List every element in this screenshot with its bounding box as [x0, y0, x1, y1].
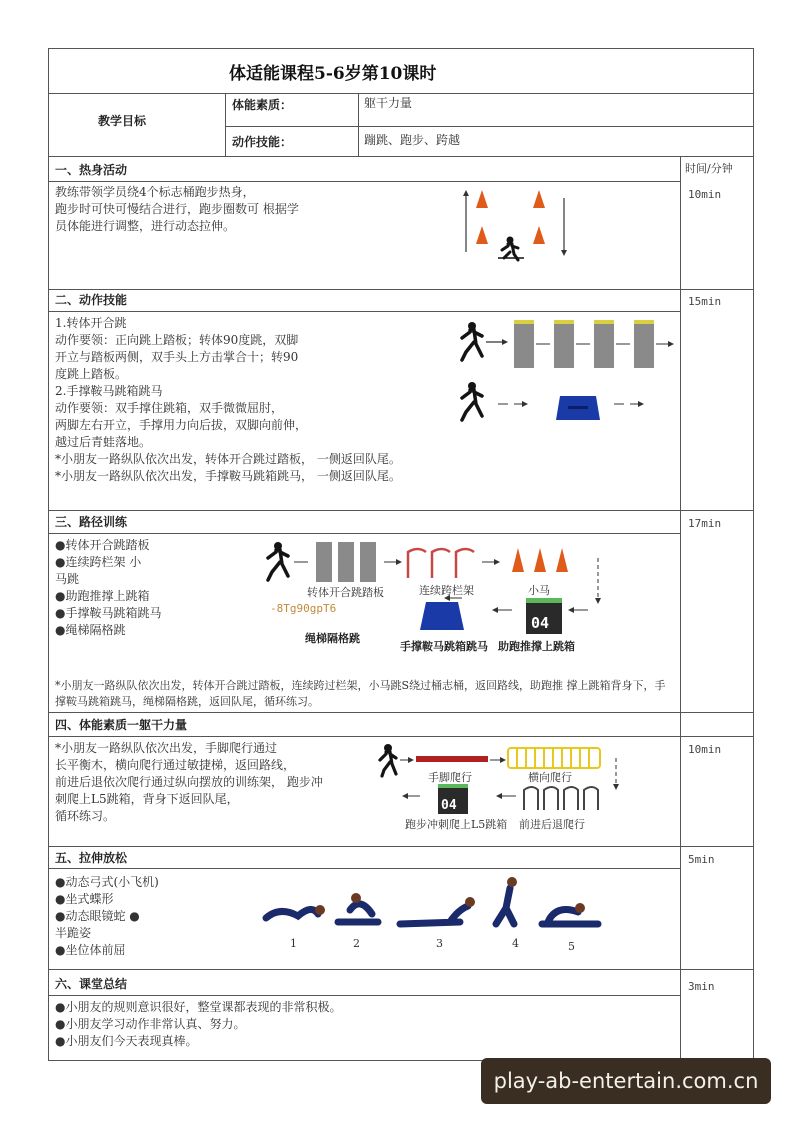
core-line: *小朋友一路纵队依次出发，手脚爬行通过 [55, 741, 278, 755]
warmup-line: 员体能进行调整，进行动态拉伸。 [55, 219, 236, 233]
warmup-line: 跑步时可快可慢结合进行，跑步圈数可 根据学 [55, 202, 299, 216]
stretch-bullet: ●动态眼镜蛇 ● [55, 909, 140, 923]
path-label-ladder: 绳梯隔格跳 [305, 632, 360, 645]
core-line: 前进后退依次爬行通过纵向摆放的训练架， 跑步冲 [55, 775, 323, 789]
core-label-back: 前进后退爬行 [519, 818, 585, 831]
path-code: -8Tg90gpT6 [270, 602, 337, 615]
core-line: 循环练习。 [55, 809, 116, 823]
core-box-number: 04 [441, 798, 457, 813]
path-bullet: ●绳梯隔格跳 [55, 623, 126, 637]
core-label-sprint: 跑步冲刺爬上L5跳箱 [405, 818, 508, 831]
pose-number: 2 [353, 937, 360, 950]
summary-bullet: ●小朋友的规则意识很好，整堂课都表现的非常积极。 [55, 1000, 342, 1014]
skill-line: 动作要领：双手撑住跳箱，双手微微屈肘， [55, 401, 284, 415]
section-stretch-heading: 五、拉伸放松 [55, 851, 128, 865]
section-path-heading: 三、路径训练 [55, 515, 128, 529]
pose-number: 4 [512, 937, 519, 950]
core-line: 长平衡木，横向爬行通过敏捷梯，返回路线， [55, 758, 296, 772]
stretch-bullet: ●坐式蝶形 [55, 892, 114, 906]
stretch-bullet: ●动态弓式(小飞机) [55, 875, 159, 889]
stretch-poses-illustration [260, 874, 605, 934]
path-bullet: ●助跑推撑上跳箱 [55, 589, 150, 603]
section-skill-time: 15min [688, 295, 722, 308]
path-box-number: 04 [531, 614, 550, 632]
path-label-push: 助跑推撑上跳箱 [498, 640, 575, 653]
path-note: 撑鞍马跳箱跳马，绳梯隔格跳，返回队尾，循环练习。 [55, 695, 319, 708]
warmup-line: 教练带领学员绕4个标志桶跑步热身， [55, 185, 255, 199]
skill-line: *小朋友一路纵队依次出发，转体开合跳过踏板， 一侧返回队尾。 [55, 452, 401, 466]
core-line: 刺爬上L5跳箱，背身下返回队尾， [55, 792, 239, 806]
warmup-cones-illustration [458, 182, 578, 272]
skill-line: 1.转体开合跳 [55, 316, 127, 330]
page-title: 体适能课程5-6岁第10课时 [229, 64, 437, 84]
watermark: play-ab-entertain.com.cn [481, 1058, 771, 1104]
path-label-board: 转体开合跳踏板 [307, 586, 384, 599]
section-skill-heading: 二、动作技能 [55, 293, 128, 307]
section-core-time: 10min [688, 743, 722, 756]
summary-bullet: ●小朋友们今天表现真棒。 [55, 1034, 198, 1048]
pose-number: 5 [568, 940, 575, 953]
skill-illustration [458, 316, 678, 436]
core-training-illustration [376, 740, 632, 820]
section-stretch-time: 5min [688, 853, 715, 866]
goal-key-fitness: 体能素质： [232, 98, 293, 112]
path-bullet: ●转体开合跳踏板 [55, 538, 150, 552]
core-label-crawl: 手脚爬行 [428, 771, 472, 784]
stretch-bullet: 半跪姿 [55, 926, 92, 940]
path-bullet: ●手撑鞍马跳箱跳马 [55, 606, 162, 620]
skill-line: 度跳上踏板。 [55, 367, 128, 381]
section-path-time: 17min [688, 517, 722, 530]
path-label-vault: 手撑鞍马跳箱跳马 [400, 640, 488, 653]
path-label-hurdle: 连续跨栏架 [419, 584, 474, 597]
section-summary-heading: 六、课堂总结 [55, 977, 128, 991]
path-label-pony: 小马 [528, 584, 550, 597]
skill-line: 动作要领：正向跳上踏板；转体90度跳，双脚 [55, 333, 299, 347]
section-core-heading: 四、体能素质一躯干力量 [55, 718, 188, 732]
path-bullet: 马跳 [55, 572, 80, 586]
section-warmup-heading: 一、热身活动 [55, 163, 128, 177]
pose-number: 3 [436, 937, 443, 950]
time-header: 时间/分钟 [685, 162, 733, 175]
core-label-side: 横向爬行 [528, 771, 572, 784]
path-note: *小朋友一路纵队依次出发，转体开合跳过踏板，连续跨过栏架，小马跳S绕过桶志桶，返回路线，助跑推 撑上跳箱背身下，手 [55, 679, 666, 692]
skill-line: 2.手撑鞍马跳箱跳马 [55, 384, 163, 398]
goals-label: 教学目标 [98, 114, 147, 128]
path-bullet: ●连续跨栏架 小 [55, 555, 142, 569]
goal-value-skill: 蹦跳、跑步、跨越 [364, 133, 461, 147]
pose-number: 1 [290, 937, 297, 950]
skill-line: 两脚左右开立，手撑用力向后拔，双脚向前伸， [55, 418, 308, 432]
skill-line: 越过后青蛙落地。 [55, 435, 152, 449]
stretch-bullet: ●坐位体前屈 [55, 943, 126, 957]
summary-bullet: ●小朋友学习动作非常认真、努力。 [55, 1017, 246, 1031]
goal-key-skill: 动作技能： [232, 135, 293, 149]
section-summary-time: 3min [688, 980, 715, 993]
goal-value-fitness: 躯干力量 [364, 96, 413, 110]
skill-line: *小朋友一路纵队依次出发，手撑鞍马跳箱跳马， 一侧返回队尾。 [55, 469, 401, 483]
skill-line: 开立与踏板两侧，双手头上方击掌合十；转90 [55, 350, 299, 364]
section-warmup-time: 10min [688, 188, 722, 201]
